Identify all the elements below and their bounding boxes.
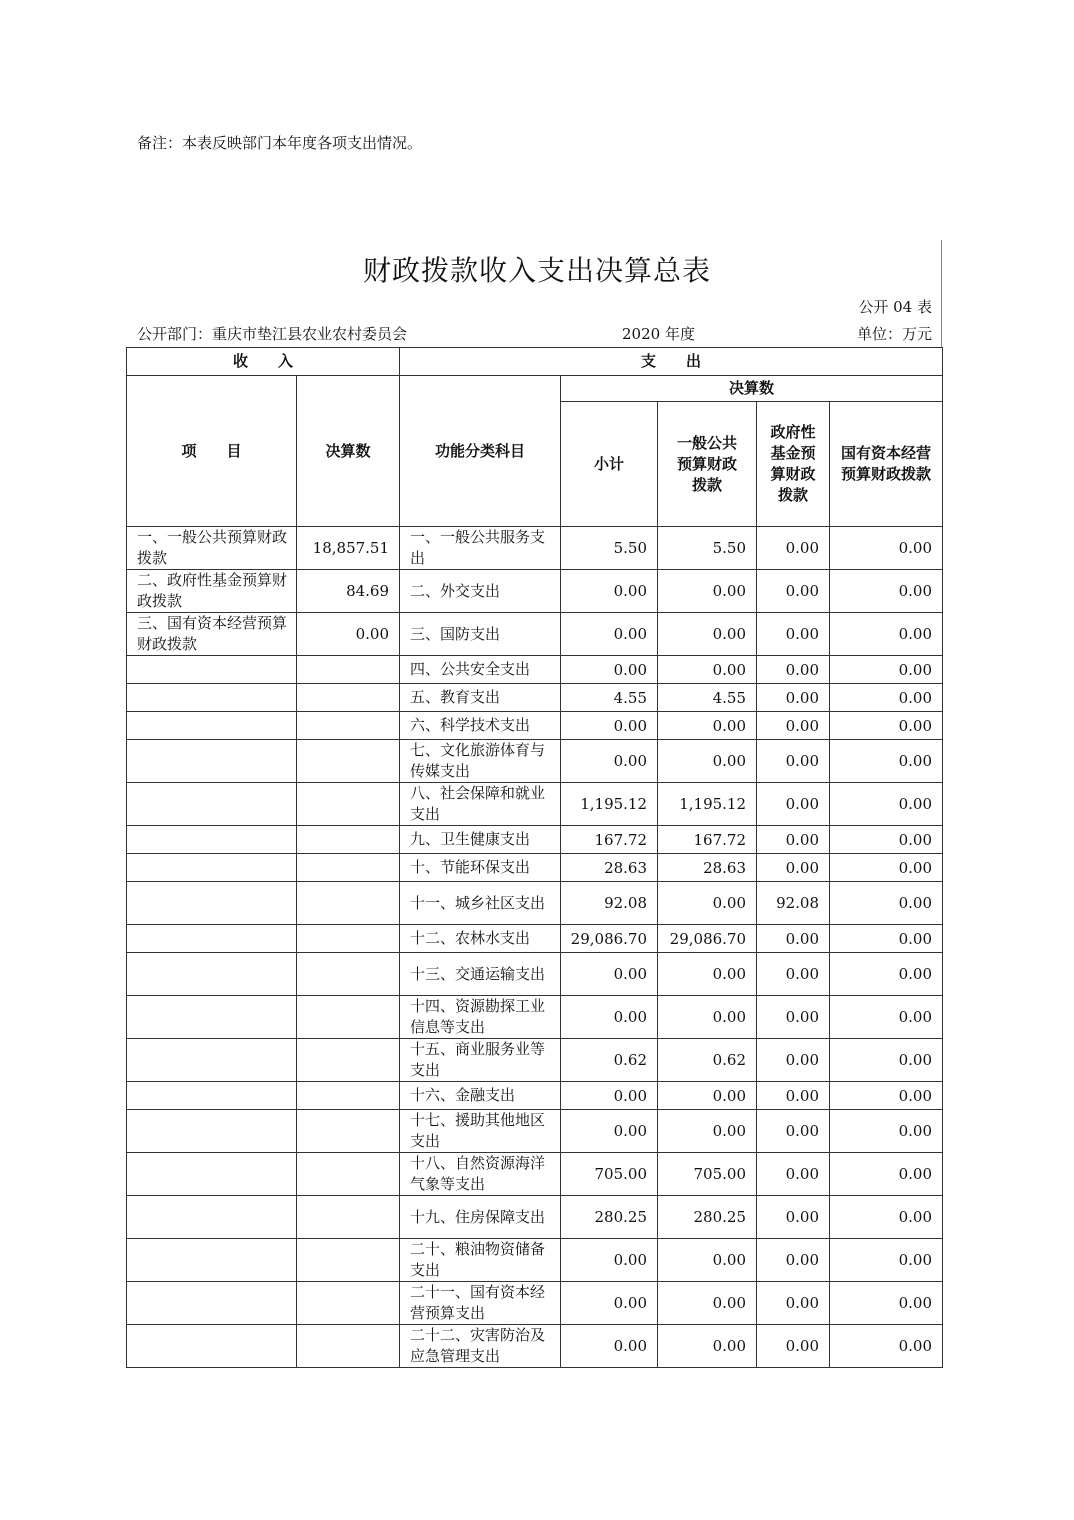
income-amount-cell	[297, 1153, 400, 1196]
gov-fund-cell: 0.00	[757, 1039, 830, 1082]
income-amount-cell: 18,857.51	[297, 527, 400, 570]
general-budget-cell: 705.00	[658, 1153, 757, 1196]
state-capital-cell: 0.00	[830, 1153, 943, 1196]
gov-fund-cell: 0.00	[757, 1082, 830, 1110]
income-item-cell: 三、国有资本经营预算财政拨款	[127, 613, 297, 656]
state-capital-cell: 0.00	[830, 1239, 943, 1282]
income-amount-cell	[297, 740, 400, 783]
general-budget-cell: 0.00	[658, 1325, 757, 1368]
general-budget-cell: 0.00	[658, 740, 757, 783]
expense-item-cell: 七、文化旅游体育与传媒支出	[400, 740, 561, 783]
subtotal-cell: 28.63	[561, 854, 658, 882]
general-budget-cell: 0.00	[658, 613, 757, 656]
gov-fund-cell: 0.00	[757, 1239, 830, 1282]
state-capital-cell: 0.00	[830, 854, 943, 882]
form-number: 公开 04 表	[858, 298, 932, 316]
subtotal-cell: 0.00	[561, 1282, 658, 1325]
gov-fund-cell: 0.00	[757, 527, 830, 570]
state-capital-cell: 0.00	[830, 684, 943, 712]
table-row	[127, 1282, 943, 1325]
expense-item-cell: 二十、粮油物资储备支出	[400, 1239, 561, 1282]
table-row	[127, 783, 943, 826]
income-amount-cell	[297, 684, 400, 712]
income-amount-cell	[297, 953, 400, 996]
income-item-cell	[127, 1239, 297, 1282]
income-amount-cell	[297, 1082, 400, 1110]
state-capital-cell: 0.00	[830, 1039, 943, 1082]
gov-fund-cell: 0.00	[757, 1282, 830, 1325]
table-row	[127, 882, 943, 925]
income-item-cell	[127, 1039, 297, 1082]
expense-item-cell: 十三、交通运输支出	[400, 953, 561, 996]
expense-item-cell: 二十一、国有资本经营预算支出	[400, 1282, 561, 1325]
gov-fund-cell: 0.00	[757, 996, 830, 1039]
income-item-cell	[127, 882, 297, 925]
income-item-cell	[127, 826, 297, 854]
table-row	[127, 1039, 943, 1082]
gov-fund-cell: 0.00	[757, 854, 830, 882]
expense-item-cell: 一、一般公共服务支出	[400, 527, 561, 570]
gov-fund-header: 政府性基金预算财政拨款	[757, 402, 830, 527]
income-amount-cell	[297, 712, 400, 740]
income-item-cell	[127, 712, 297, 740]
income-amount-cell	[297, 656, 400, 684]
general-budget-cell: 0.00	[658, 953, 757, 996]
state-capital-cell: 0.00	[830, 570, 943, 613]
expense-item-cell: 十二、农林水支出	[400, 925, 561, 953]
expense-item-cell: 十八、自然资源海洋气象等支出	[400, 1153, 561, 1196]
income-item-cell	[127, 925, 297, 953]
income-amount-cell	[297, 783, 400, 826]
expense-item-cell: 六、科学技术支出	[400, 712, 561, 740]
state-capital-cell: 0.00	[830, 826, 943, 854]
income-item-cell	[127, 783, 297, 826]
gov-fund-cell: 0.00	[757, 953, 830, 996]
general-budget-cell: 0.00	[658, 996, 757, 1039]
table-row	[127, 1153, 943, 1196]
state-capital-cell: 0.00	[830, 1110, 943, 1153]
general-budget-cell: 0.62	[658, 1039, 757, 1082]
expense-item-cell: 十五、商业服务业等支出	[400, 1039, 561, 1082]
general-budget-cell: 28.63	[658, 854, 757, 882]
general-budget-cell: 0.00	[658, 1110, 757, 1153]
state-capital-cell: 0.00	[830, 925, 943, 953]
expense-item-cell: 十、节能环保支出	[400, 854, 561, 882]
income-item-cell	[127, 684, 297, 712]
general-budget-cell: 167.72	[658, 826, 757, 854]
income-item-cell	[127, 1110, 297, 1153]
expense-item-cell: 五、教育支出	[400, 684, 561, 712]
state-capital-cell: 0.00	[830, 712, 943, 740]
income-amount-cell	[297, 882, 400, 925]
gov-fund-cell: 0.00	[757, 570, 830, 613]
general-budget-cell: 0.00	[658, 1239, 757, 1282]
expense-item-cell: 三、国防支出	[400, 613, 561, 656]
state-capital-cell: 0.00	[830, 996, 943, 1039]
general-budget-cell: 0.00	[658, 1082, 757, 1110]
subtotal-cell: 0.00	[561, 740, 658, 783]
table-row	[127, 1196, 943, 1239]
gov-fund-cell: 0.00	[757, 1110, 830, 1153]
income-amount-cell	[297, 996, 400, 1039]
income-item-cell	[127, 953, 297, 996]
general-budget-cell: 1,195.12	[658, 783, 757, 826]
department-label: 公开部门：重庆市垫江县农业农村委员会	[137, 325, 408, 343]
gov-fund-cell: 0.00	[757, 783, 830, 826]
expense-item-cell: 九、卫生健康支出	[400, 826, 561, 854]
finance-table	[126, 347, 943, 1368]
table-row	[127, 1082, 943, 1110]
income-item-cell: 二、政府性基金预算财政拨款	[127, 570, 297, 613]
subtotal-cell: 280.25	[561, 1196, 658, 1239]
general-budget-cell: 0.00	[658, 712, 757, 740]
general-budget-cell: 4.55	[658, 684, 757, 712]
subtotal-cell: 0.00	[561, 1110, 658, 1153]
state-capital-cell: 0.00	[830, 527, 943, 570]
subtotal-cell: 29,086.70	[561, 925, 658, 953]
table-row	[127, 925, 943, 953]
income-item-cell	[127, 1153, 297, 1196]
income-amount-cell	[297, 1282, 400, 1325]
table-row	[127, 740, 943, 783]
expense-item-cell: 四、公共安全支出	[400, 656, 561, 684]
expense-item-cell: 十四、资源勘探工业信息等支出	[400, 996, 561, 1039]
general-budget-cell: 0.00	[658, 1282, 757, 1325]
table-row	[127, 1325, 943, 1368]
gov-fund-cell: 0.00	[757, 613, 830, 656]
item-header: 项 目	[127, 376, 297, 527]
gov-fund-cell: 0.00	[757, 712, 830, 740]
income-amount-cell	[297, 854, 400, 882]
income-amount-cell	[297, 1039, 400, 1082]
general-budget-header: 一般公共预算财政拨款	[658, 402, 757, 527]
table-row	[127, 826, 943, 854]
amount-header: 决算数	[297, 376, 400, 527]
state-capital-cell: 0.00	[830, 783, 943, 826]
table-row	[127, 712, 943, 740]
func-class-header: 功能分类科目	[400, 376, 561, 527]
expense-header: 支 出	[400, 348, 943, 376]
state-capital-cell: 0.00	[830, 1325, 943, 1368]
expense-item-cell: 十七、援助其他地区支出	[400, 1110, 561, 1153]
gov-fund-cell: 0.00	[757, 1196, 830, 1239]
table-title: 财政拨款收入支出决算总表	[362, 254, 711, 287]
state-capital-header: 国有资本经营预算财政拨款	[830, 402, 943, 527]
income-item-cell	[127, 656, 297, 684]
general-budget-cell: 29,086.70	[658, 925, 757, 953]
income-item-cell: 一、一般公共预算财政拨款	[127, 527, 297, 570]
state-capital-cell: 0.00	[830, 740, 943, 783]
subtotal-cell: 0.00	[561, 1325, 658, 1368]
unit-label: 单位：万元	[856, 325, 932, 343]
final-header: 决算数	[561, 376, 943, 402]
state-capital-cell: 0.00	[830, 882, 943, 925]
header-row-1	[127, 348, 943, 376]
subtotal-cell: 0.00	[561, 656, 658, 684]
gov-fund-cell: 0.00	[757, 826, 830, 854]
subtotal-cell: 0.00	[561, 1239, 658, 1282]
table-row	[127, 953, 943, 996]
year-label: 2020 年度	[622, 325, 695, 343]
subtotal-cell: 705.00	[561, 1153, 658, 1196]
subtotal-cell: 92.08	[561, 882, 658, 925]
general-budget-cell: 5.50	[658, 527, 757, 570]
state-capital-cell: 0.00	[830, 953, 943, 996]
expense-item-cell: 十六、金融支出	[400, 1082, 561, 1110]
subtotal-cell: 1,195.12	[561, 783, 658, 826]
income-amount-cell: 0.00	[297, 613, 400, 656]
state-capital-cell: 0.00	[830, 1196, 943, 1239]
expense-item-cell: 八、社会保障和就业支出	[400, 783, 561, 826]
gov-fund-cell: 0.00	[757, 740, 830, 783]
state-capital-cell: 0.00	[830, 1282, 943, 1325]
header-row-2	[127, 376, 943, 402]
income-header: 收 入	[127, 348, 400, 376]
state-capital-cell: 0.00	[830, 1082, 943, 1110]
gov-fund-cell: 0.00	[757, 656, 830, 684]
expense-item-cell: 十九、住房保障支出	[400, 1196, 561, 1239]
subtotal-cell: 0.00	[561, 1082, 658, 1110]
subtotal-cell: 0.00	[561, 996, 658, 1039]
expense-item-cell: 二、外交支出	[400, 570, 561, 613]
income-item-cell	[127, 1196, 297, 1239]
expense-item-cell: 二十二、灾害防治及应急管理支出	[400, 1325, 561, 1368]
income-item-cell	[127, 1282, 297, 1325]
state-capital-cell: 0.00	[830, 613, 943, 656]
income-amount-cell	[297, 1239, 400, 1282]
income-item-cell	[127, 1082, 297, 1110]
income-amount-cell: 84.69	[297, 570, 400, 613]
table-row	[127, 1110, 943, 1153]
income-item-cell	[127, 1325, 297, 1368]
income-amount-cell	[297, 925, 400, 953]
subtotal-cell: 0.00	[561, 712, 658, 740]
subtotal-header: 小计	[561, 402, 658, 527]
gov-fund-cell: 0.00	[757, 1153, 830, 1196]
table-row	[127, 613, 943, 656]
income-item-cell	[127, 996, 297, 1039]
subtotal-cell: 0.00	[561, 613, 658, 656]
general-budget-cell: 0.00	[658, 656, 757, 684]
subtotal-cell: 0.00	[561, 570, 658, 613]
state-capital-cell: 0.00	[830, 656, 943, 684]
income-item-cell	[127, 854, 297, 882]
table-row	[127, 656, 943, 684]
table-row	[127, 684, 943, 712]
table-row	[127, 854, 943, 882]
subtotal-cell: 0.00	[561, 953, 658, 996]
subtotal-cell: 167.72	[561, 826, 658, 854]
income-amount-cell	[297, 826, 400, 854]
expense-item-cell: 十一、城乡社区支出	[400, 882, 561, 925]
table-row	[127, 996, 943, 1039]
general-budget-cell: 280.25	[658, 1196, 757, 1239]
income-amount-cell	[297, 1325, 400, 1368]
gov-fund-cell: 0.00	[757, 925, 830, 953]
subtotal-cell: 0.62	[561, 1039, 658, 1082]
general-budget-cell: 0.00	[658, 570, 757, 613]
gov-fund-cell: 0.00	[757, 1325, 830, 1368]
income-amount-cell	[297, 1196, 400, 1239]
income-item-cell	[127, 740, 297, 783]
table-row	[127, 527, 943, 570]
subtotal-cell: 4.55	[561, 684, 658, 712]
gov-fund-cell: 92.08	[757, 882, 830, 925]
table-row	[127, 1239, 943, 1282]
income-amount-cell	[297, 1110, 400, 1153]
general-budget-cell: 0.00	[658, 882, 757, 925]
table-row	[127, 570, 943, 613]
gov-fund-cell: 0.00	[757, 684, 830, 712]
note-text: 备注：本表反映部门本年度各项支出情况。	[137, 134, 423, 152]
subtotal-cell: 5.50	[561, 527, 658, 570]
